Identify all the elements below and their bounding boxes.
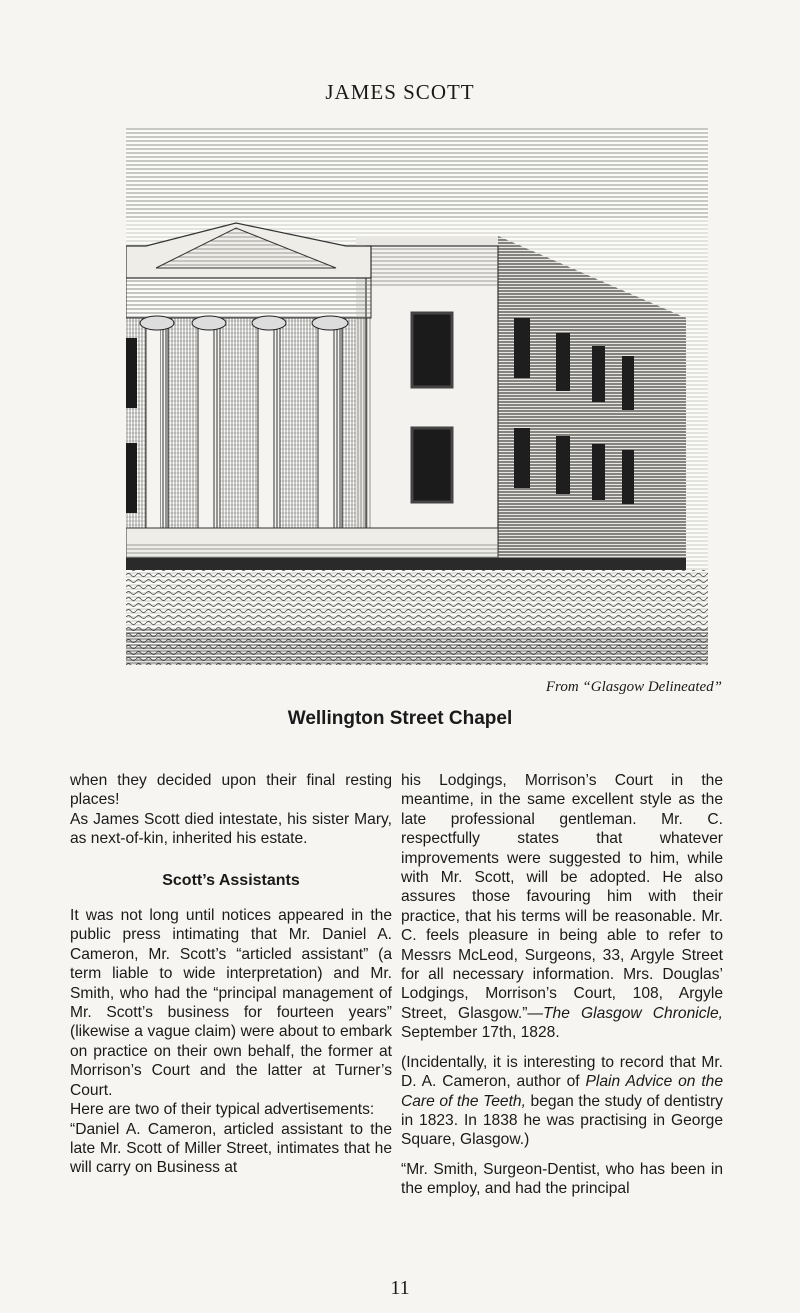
credit-prefix: From — [545, 679, 583, 695]
figure-credit — [420, 679, 722, 696]
paragraph: when they decided upon their final resting places! — [70, 772, 392, 809]
section-heading: Scott’s Assistants — [162, 871, 300, 889]
left-column — [70, 771, 392, 1178]
figure-caption: Wellington Street Chapel — [287, 708, 513, 729]
right-column — [401, 771, 723, 1199]
chapel-engraving — [126, 128, 708, 665]
running-head: JAMES SCOTT — [325, 80, 475, 104]
paragraph — [401, 1053, 723, 1150]
text-run: began the study of dentistry in 1823. In 1838 he was practising in George Square, Glasgow.) — [401, 1092, 723, 1149]
paragraph — [401, 771, 723, 1043]
newspaper-title: The Glasgow Chronicle, — [543, 1004, 723, 1022]
text-run: (Incidentally, it is interesting to record that Mr. D. A. Cameron, author of — [401, 1053, 723, 1091]
book-title: Plain Advice on the Care of the Teeth, — [401, 1073, 723, 1110]
page-number: 11 — [390, 1277, 410, 1299]
credit-source: “Glasgow Delineated” — [582, 679, 722, 695]
paragraph: Here are two of their typical advertisements: — [70, 1101, 375, 1119]
paragraph: “Daniel A. Cameron, articled assistant to the late Mr. Scott of Miller Street, intimates that he will carry on Business at — [70, 1120, 392, 1177]
paragraph: “Mr. Smith, Surgeon-Dentist, who has been in the employ, and had the principal — [401, 1160, 723, 1198]
advert-text: his Lodgings, Morrison’s Court in the meantime, in the same excellent style as the late professional gentleman. Mr. C. respectfully states that whatever improvements were suggested to him, while with Mr. Scott, will be adopted. He also assures those favouring him with their practice, that his terms will be reasonable. Mr. C. feels pleasure in being able to refer to Messrs McLeod, Surgeons, 33, Argyle Street for all necessary information. Mrs. Douglas’ Lodgings, Morrison’s Court, 108, Argyle Street, Glasgow.”— — [401, 772, 723, 1022]
paragraph: It was not long until notices appeared in the public press intimating that Mr. Daniel A. Cameron, Mr. Scott’s “articled assistant” (a term liable to wide interpretation) and Mr. Smith, who had the “principal management of Mr. Scott’s business for fourteen years” (likewise a vague claim) were about to embark on practice on their own behalf, the former at Morrison’s Court and the latter at Turner’s Court. — [70, 907, 392, 1099]
advert-date: September 17th, 1828. — [401, 1024, 560, 1042]
paragraph: As James Scott died intestate, his sister Mary, as next-of-kin, inherited his estate. — [70, 810, 392, 848]
